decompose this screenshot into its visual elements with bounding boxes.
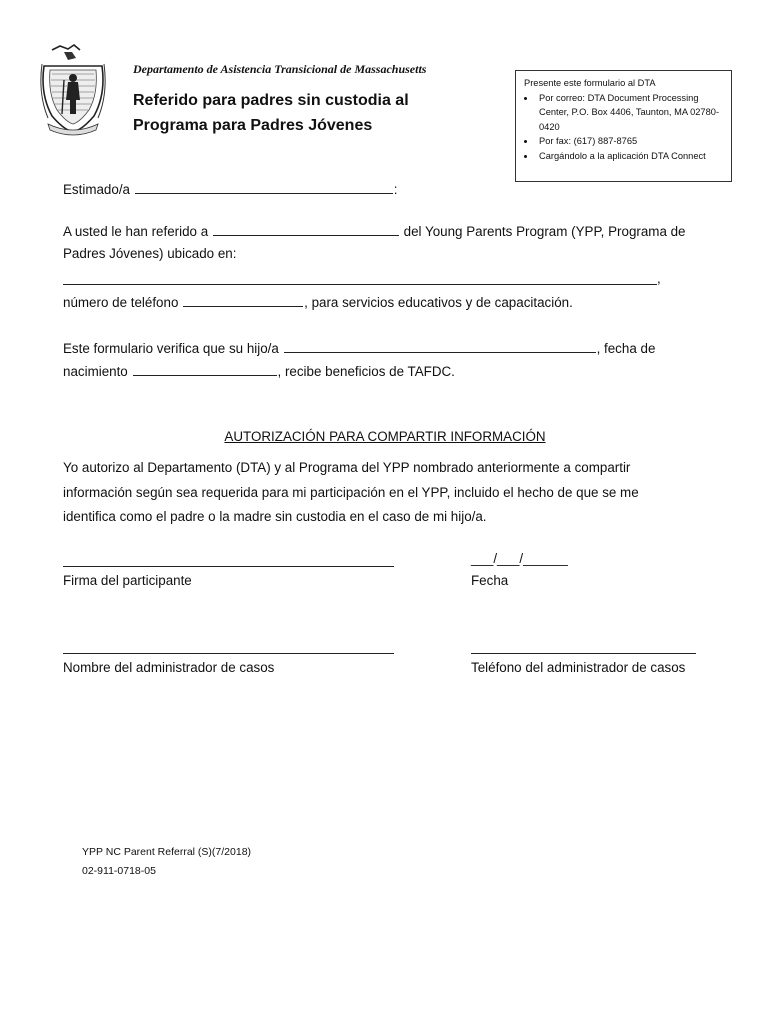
birth-suffix: , recibe beneficios de TAFDC. bbox=[277, 364, 455, 379]
form-name: YPP NC Parent Referral (S)(7/2018) bbox=[82, 846, 252, 858]
phone-prefix: número de teléfono bbox=[63, 295, 179, 310]
case-manager-phone-label: Teléfono del administrador de casos bbox=[471, 660, 686, 675]
verify-line bbox=[63, 339, 655, 356]
referred-suffix: del Young Parents Program (YPP, Programa de bbox=[403, 224, 686, 239]
referred-prefix: A usted le han referido a bbox=[63, 224, 209, 239]
participant-signature-label: Firma del participante bbox=[63, 573, 192, 588]
authorization-text bbox=[63, 456, 713, 530]
authorization-line3: identifica como el padre o la madre sin custodia en el caso de mi hijo/a. bbox=[63, 509, 487, 524]
form-title bbox=[133, 88, 409, 138]
submission-instructions-box bbox=[515, 70, 732, 182]
form-number: 02-911-0718-05 bbox=[82, 865, 156, 877]
case-manager-name-field[interactable] bbox=[63, 653, 394, 654]
form-title-line1: Referido para padres sin custodia al bbox=[133, 92, 409, 109]
birth-line bbox=[63, 362, 455, 379]
verify-suffix: , fecha de bbox=[596, 341, 656, 356]
form-footer bbox=[82, 843, 251, 881]
phone-suffix: , para servicios educativos y de capacitación. bbox=[304, 295, 573, 310]
address-field[interactable] bbox=[63, 284, 657, 285]
submission-item-online: • Cargándolo a la aplicación DTA Connect bbox=[536, 149, 723, 164]
child-name-field[interactable] bbox=[284, 339, 596, 353]
salutation-colon: : bbox=[393, 182, 398, 197]
authorization-line2: información según sea requerida para mi participación en el YPP, incluido el hecho de que se me bbox=[63, 484, 639, 500]
phone-line bbox=[63, 293, 573, 310]
massachusetts-seal-icon bbox=[38, 44, 108, 136]
referred-line bbox=[63, 222, 686, 239]
verify-prefix: Este formulario verifica que su hijo/a bbox=[63, 341, 279, 356]
address-comma: , bbox=[657, 271, 661, 286]
participant-signature-field[interactable] bbox=[63, 566, 394, 567]
referred-line2: Padres Jóvenes) ubicado en: bbox=[63, 246, 237, 261]
salutation-line bbox=[63, 180, 397, 197]
form-title-line2: Programa para Padres Jóvenes bbox=[133, 117, 373, 134]
submission-item-mail: • Por correo: DTA Document Processing Center, P.O. Box 4406, Taunton, MA 02780-0420 bbox=[536, 91, 723, 135]
birth-date-field[interactable] bbox=[133, 362, 277, 376]
salutation-label: Estimado/a bbox=[63, 182, 130, 197]
authorization-line1: Yo autorizo al Departamento (DTA) y al Programa del YPP nombrado anteriormente a compartir bbox=[63, 460, 631, 475]
date-field[interactable]: ___/___/______ bbox=[471, 551, 568, 566]
submission-heading: Presente este formulario al DTA bbox=[524, 78, 656, 88]
authorization-heading: AUTORIZACIÓN PARA COMPARTIR INFORMACIÓN bbox=[224, 429, 546, 444]
department-name: Departamento de Asistencia Transicional de Massachusetts bbox=[133, 62, 427, 76]
birth-prefix: nacimiento bbox=[63, 364, 128, 379]
phone-field[interactable] bbox=[183, 293, 303, 307]
referred-person-field[interactable] bbox=[213, 222, 399, 236]
case-manager-phone-field[interactable] bbox=[471, 653, 696, 654]
submission-item-fax: • Por fax: (617) 887-8765 bbox=[536, 134, 723, 149]
salutation-name-field[interactable] bbox=[135, 180, 393, 194]
date-label: Fecha bbox=[471, 573, 509, 588]
case-manager-name-label: Nombre del administrador de casos bbox=[63, 660, 275, 675]
